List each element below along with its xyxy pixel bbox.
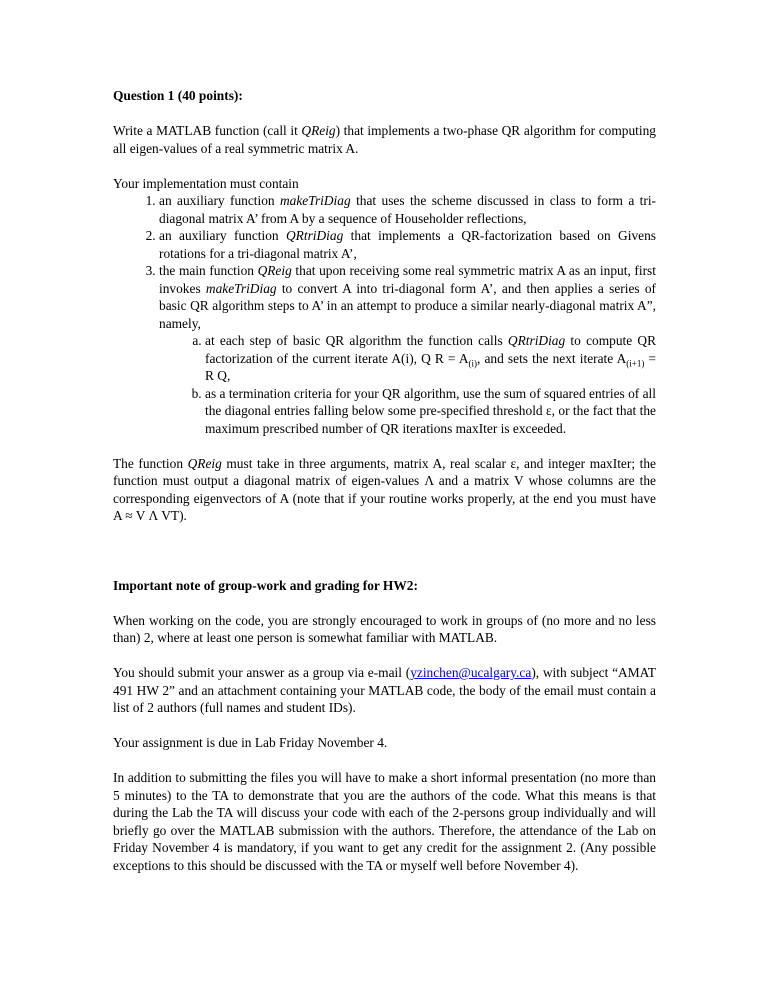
group-work-paragraph: When working on the code, you are strongly encouraged to work in groups of (no more and no less than) 2, where at least one person is somewhat familiar with MATLAB. — [113, 612, 656, 645]
document-page — [113, 87, 656, 874]
sub-text-mid2: , and sets the next iterate A — [477, 350, 627, 366]
submission-text-end: ), with subject “AMAT 491 HW 2” and an attachment containing your MATLAB code, the body of the email must contain a list of 2 authors (full names and student IDs). — [113, 665, 656, 715]
question-1-intro — [113, 122, 656, 157]
function-name: makeTriDiag — [280, 193, 351, 208]
implementation-lead: Your implementation must contain — [113, 175, 299, 191]
function-name-2: makeTriDiag — [205, 280, 277, 296]
email-link[interactable]: yzinchen@ucalgary.ca — [410, 665, 532, 680]
function-name: QRtriDiag — [507, 333, 566, 348]
sub-requirements-list — [159, 332, 656, 437]
spec-text: The function — [113, 455, 188, 471]
subscript: (i) — [468, 358, 478, 369]
item-text-mid: that upon receiving some real symmetric matrix A as an input, first invokes — [159, 263, 656, 296]
due-date-paragraph: Your assignment is due in Lab Friday November 4. — [113, 735, 388, 750]
sub-text: at each step of basic QR algorithm the function calls — [205, 333, 508, 348]
sub-text-end: = R Q, — [205, 350, 656, 383]
requirements-list — [113, 192, 656, 437]
item-text-end: to convert A into tri-diagonal form A’, and then applies a series of basic QR algorithm steps to A’ in an attempt to produce a similar nearly-diagonal matrix A”, namely, — [159, 280, 656, 331]
requirement-item-3 — [159, 262, 656, 437]
requirement-item-2 — [159, 227, 656, 262]
sub-item-a — [205, 332, 656, 385]
item-text: the main function — [159, 263, 258, 278]
function-name: QReig — [301, 123, 336, 138]
item-text: an auxiliary function — [159, 193, 280, 208]
item-text-end: that implements a QR-factorization based on Givens rotations for a tri-diagonal matrix A’, — [159, 228, 656, 261]
requirement-item-1 — [159, 192, 656, 227]
function-name: QReig — [187, 455, 222, 471]
function-name: QReig — [257, 263, 292, 278]
item-text-end: that uses the scheme discussed in class to form a tri-diagonal matrix A’ from A by a sequence of Householder reflections, — [159, 193, 657, 226]
presentation-paragraph: In addition to submitting the files you will have to make a short informal presentation (no more than 5 minutes) to the TA to demonstrate that you are the authors of the code. What this means is that during the Lab the TA will discuss your code with each of the 2-persons group individually and will briefly go over the MATLAB submission with the authors. Therefore, the attendance of the Lab on Friday November 4 is mandatory, if you want to get any credit for the assignment 2. (Any possible exceptions to this should be discussed with the TA or myself well before November 4). — [113, 770, 656, 873]
function-spec-paragraph — [113, 455, 656, 525]
subscript-2: (i+1) — [626, 358, 645, 369]
group-work-heading: Important note of group-work and grading for HW2: — [113, 577, 418, 593]
question-1-heading: Question 1 (40 points): — [113, 88, 243, 103]
sub-item-b: b. as a termination criteria for your QR algorithm, use the sum of squared entries of all the diagonal entries falling below some pre-specified threshold ε, or the fact that the maximum prescribed number of QR iterations maxIter is exceeded. — [205, 385, 656, 438]
submission-paragraph — [113, 664, 656, 717]
submission-text: You should submit your answer as a group via e-mail ( — [113, 665, 411, 680]
item-text: an auxiliary function — [159, 228, 286, 243]
intro-text-end: ) that implements a two-phase QR algorithm for computing all eigen-values of a real symmetric matrix A. — [113, 123, 656, 156]
function-name: QRtriDiag — [286, 228, 344, 243]
intro-text: Write a MATLAB function (call it — [113, 123, 302, 138]
sub-text-mid: to compute QR factorization of the current iterate A(i), Q R = A — [205, 333, 657, 366]
spec-text-end: must take in three arguments, matrix A, real scalar ε, and integer maxIter; the function must output a diagonal matrix of eigen-values Λ and a matrix V whose columns are the corresponding eigenvectors of A (note that if your routine works properly, at the end you must have A ≈ V Λ VT). — [113, 455, 656, 523]
